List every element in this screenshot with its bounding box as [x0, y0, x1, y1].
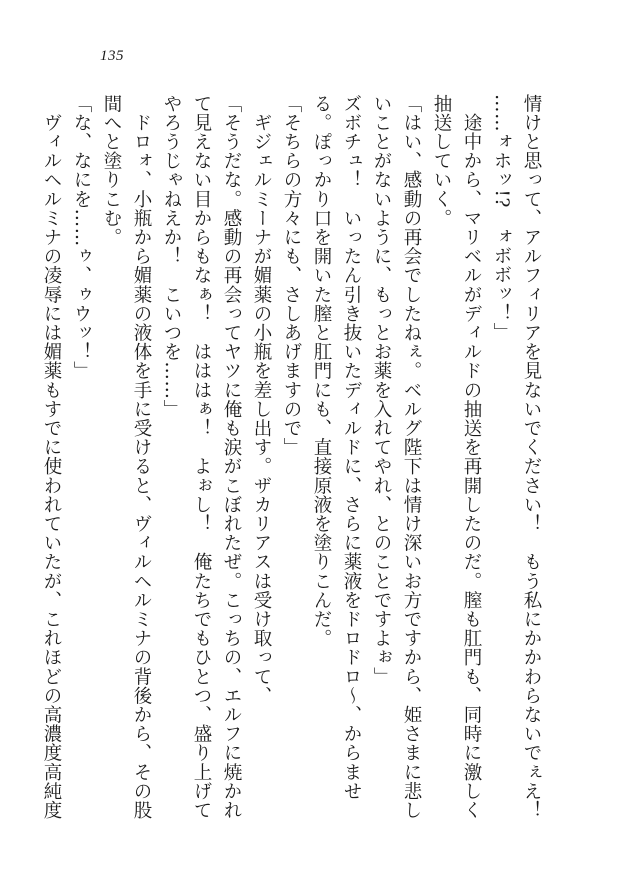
text-line: る。ぽっかり口を開いた膣と肛門にも、直接原液を塗りこんだ。 — [311, 94, 332, 648]
text-line: て見えない目からもなぁ！ はははぁ！ よぉし！ 俺たちでもひとつ、盛り上げて — [191, 94, 212, 820]
text-line: 「な、なにを……ゥ、ゥウッ！」 — [71, 94, 92, 381]
text-line: いことがないように、もっとお薬を入れてやれ、とのことですよぉ」 — [371, 94, 392, 687]
text-line: 抽送していく。 — [431, 94, 452, 228]
page-number: 135 — [100, 48, 124, 64]
text-line: ズボチュ！ いったん引き抜いたディルドに、さらに薬液をドロドロ～、からませ — [341, 94, 362, 801]
text-line: 途中から、マリベルがディルドの抽送を再開したのだ。膣も肛門も、同時に激しく — [461, 94, 482, 820]
text-line: 間へと塗りこむ。 — [101, 94, 122, 247]
text-line: ギジェルミーナが媚薬の小瓶を差し出す。ザカリアスは受け取って、 — [251, 94, 272, 706]
text-line: ……ォホッ!? ォボボッ！」 — [491, 94, 512, 342]
text-line: 情けと思って、アルフィリアを見ないでください！ もう私にかかわらないでぇえ！ — [521, 94, 542, 820]
text-line: 「そうだな。感動の再会ってヤツに俺も涙がこぼれたぜ。こっちの、エルフに焼かれ — [221, 94, 242, 820]
text-line: 「そちらの方々にも、さしあげますので」 — [281, 94, 302, 457]
text-line: 「はい、感動の再会でしたねぇ。ベルグ陛下は情け深いお方ですから、姫さまに悲し — [401, 94, 422, 820]
text-line: ドロォ、小瓶から媚薬の液体を手に受けると、ヴィルヘルミナの背後から、その股 — [131, 94, 152, 820]
text-line: やろうじゃねえか！ こいつを……」 — [161, 94, 182, 419]
novel-text-body — [41, 94, 546, 820]
text-line: ヴィルヘルミナの凌辱には媚薬もすでに使われていたが、これほどの高濃度高純度 — [41, 94, 62, 820]
